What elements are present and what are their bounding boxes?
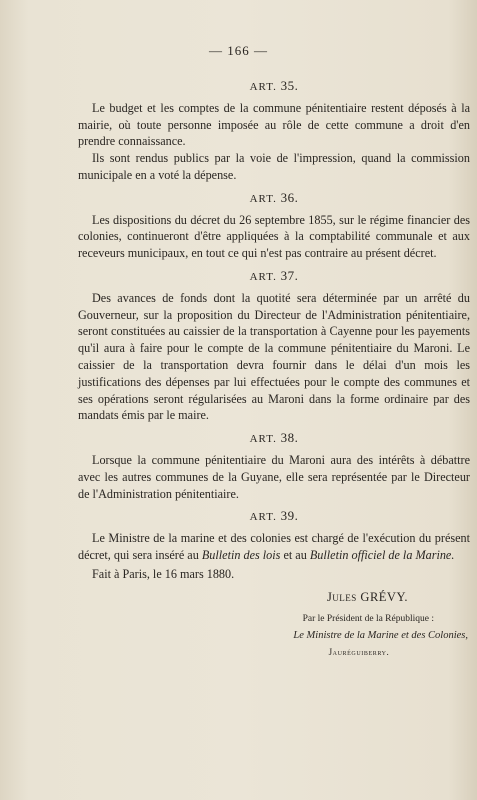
article-number: 37. [280,267,299,283]
article-39 [78,508,470,582]
article-36 [78,190,470,262]
article-number: 38. [280,430,299,446]
article-label: ART. [249,433,277,446]
paragraph [78,530,470,564]
paragraph: Lorsque la commune pénitentiaire du Maroni aura des intérêts à débattre avec les autres communes de la Guyane, elle sera représentée par le Directeur de l'Administration pénitentiaire. [78,452,470,501]
paragraph-text: Le Ministre de la marine et des colonies est chargé de l'exécution du présent décret, qui sera inséré au [78,531,470,562]
article-heading [78,78,470,96]
paragraph-text: et au [280,547,310,562]
article-number: 35. [280,78,299,93]
article-label: ART. [249,81,277,93]
article-37 [78,268,470,424]
article-label: ART. [249,511,277,524]
paragraph: Des avances de fonds dont la quotité sera déterminée par un arrêté du Gouverneur, sur la proposition du Directeur de l'Administration pénitentiaire, seront constituées au caissier de la transportation à Cayenne pour les payements qu'il aura à faire pour le compte de la commune pénitentiaire du Maroni. Le caissier de la transportation devra fournir dans le délai d'un mois les justifications des dépenses par lui effectuées pour le compte des communes et ses opérations seront régularisées au Maroni dans la forme ordinaire par des mandats émis par le maire. [78,290,470,423]
signature-name: Jules GRÉVY. [326,589,408,604]
article-heading [78,508,470,526]
article-35 [78,78,470,184]
fait-a-paris: Fait à Paris, le 16 mars 1880. [92,566,235,581]
bulletin-des-lois: Bulletin des lois [201,547,281,562]
article-label: ART. [249,270,277,283]
bulletin-officiel: Bulletin officiel de la Marine. [309,547,455,562]
paragraph: Ils sont rendus publics par la voie de l'impression, quand la commission municipale en a voté la dépense. [78,151,470,182]
paragraph: Le budget et les comptes de la commune pénitentiaire restent déposés à la mairie, où toute personne imposée au rôle de cette commune a droit d'en prendre connaissance. [78,100,470,149]
page-number: — 166 — [209,43,268,58]
article-number: 36. [280,189,299,205]
article-number: 39. [280,508,299,524]
article-38 [78,430,470,502]
article-heading [78,190,470,208]
article-heading [78,430,470,448]
signature-minister: Le Ministre de la Marine et des Colonies, [293,630,468,642]
article-label: ART. [249,192,277,205]
article-heading [78,268,470,286]
page-content [78,72,470,660]
signature-by-president: Par le Président de la République : [302,614,434,625]
signature-minister-name: Jauréguiberry. [328,647,390,658]
paragraph: Les dispositions du décret du 26 septembre 1855, sur le régime financier des colonies, continueront d'être appliquées à la comptabilité communale et aux receveurs municipaux, en tout ce qui n'est pas contraire au présent décret. [78,212,470,261]
